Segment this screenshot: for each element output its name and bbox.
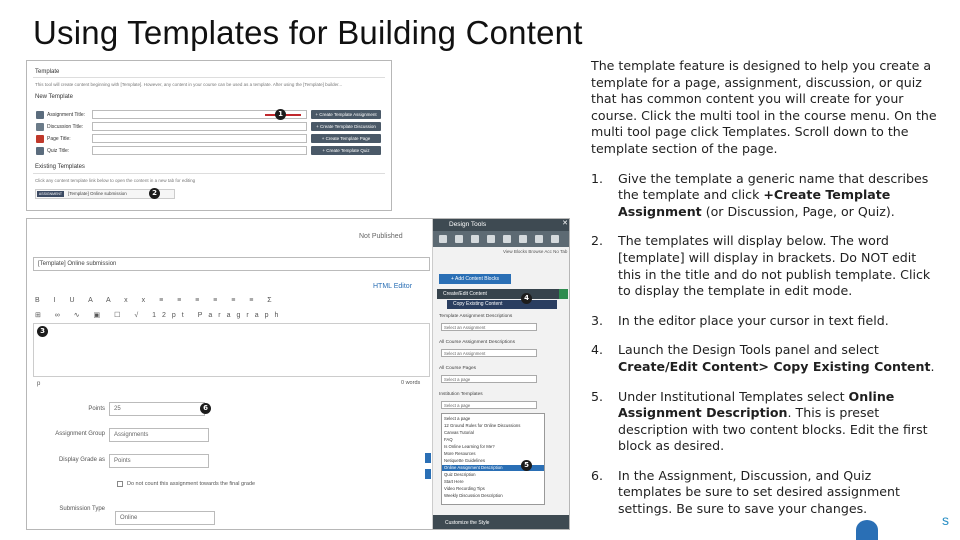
dropdown-option[interactable]: FAQ	[444, 437, 453, 442]
template-builder-screenshot	[26, 60, 392, 211]
all-assignment-select[interactable]: Select an Assignment	[441, 349, 537, 357]
dropdown-option[interactable]: Netiquette Guidelines	[444, 458, 486, 463]
add-content-blocks-button[interactable]: + Add Content Blocks	[439, 274, 511, 284]
tool-icon[interactable]	[455, 235, 463, 243]
discussion-title-input[interactable]	[92, 122, 307, 131]
step-text: Under Institutional Templates select	[618, 388, 849, 404]
design-tools-iconbar	[433, 231, 570, 247]
quiz-template-row	[36, 146, 380, 156]
create-template-discussion-button[interactable]: + Create Template Discussion	[311, 122, 381, 131]
row-label: Assignment Title:	[47, 112, 86, 118]
corner-fragment: s	[942, 512, 949, 528]
title-value: [Template] Online submission	[38, 261, 117, 267]
step-text: (or Discussion, Page, or Quiz).	[701, 203, 895, 219]
step-number: 1.	[591, 170, 604, 186]
tool-icon[interactable]	[471, 235, 479, 243]
customize-style-bar[interactable]: Customize the Style	[433, 515, 570, 530]
dropdown-option[interactable]: 12 Ground Rules for Online Discussions	[444, 423, 521, 428]
tool-icon[interactable]	[503, 235, 511, 243]
step-text: Give the template a generic name that describes the template and click	[618, 170, 929, 203]
callout-badge-6: 6	[200, 403, 211, 414]
tool-icon[interactable]	[487, 235, 495, 243]
dropdown-option[interactable]: More Resources	[444, 451, 476, 456]
slide-title: Using Templates for Building Content	[33, 14, 583, 51]
new-template-heading: New Template	[35, 94, 73, 100]
institution-templates-label: Institution Templates	[439, 392, 483, 397]
points-input[interactable]: 25	[109, 402, 205, 416]
publish-status[interactable]: Not Published	[359, 233, 403, 240]
design-tools-title: Design Tools	[433, 219, 570, 231]
callout-badge-1: 1	[275, 109, 286, 120]
step-2	[580, 233, 950, 299]
rich-text-editor[interactable]	[33, 323, 430, 377]
row-label: Quiz Title:	[47, 148, 70, 154]
all-pages-select[interactable]: Select a page	[441, 375, 537, 383]
step-text: . This is preset description with two content blocks. Edit the first block as desired.	[618, 405, 928, 454]
step-5	[580, 389, 950, 455]
discussion-template-row	[36, 122, 380, 132]
step-text: In the Assignment, Discussion, and Quiz templates be sure to set desired assignment settings. Be sure to save your changes.	[618, 467, 900, 517]
assignment-icon	[36, 111, 44, 119]
tool-icon[interactable]	[535, 235, 543, 243]
assignment-group-label: Assignment Group	[55, 431, 105, 437]
step-4	[580, 342, 950, 375]
step-emphasis: Create/Edit Content> Copy Existing Content	[618, 358, 931, 374]
exclude-grade-label: Do not count this assignment towards the final grade	[127, 481, 256, 487]
path-marker: p	[37, 381, 41, 387]
create-template-assignment-button[interactable]: + Create Template Assignment	[311, 110, 381, 119]
callout-badge-2: 2	[149, 188, 160, 199]
instructions-intro: The template feature is designed to help you create a template for a page, assignment, discussion, or quiz that has common content you will create for your course. Click the multi tool in the course menu. On the multi tool page click Templates. Scroll down to the template section of the page.	[591, 58, 937, 156]
step-3	[580, 313, 950, 330]
row-label: Page Title:	[47, 136, 71, 142]
template-intro: This tool will create content beginning with [Template]. However, any content in your course can be used as a template. After using the [Template] builder...	[35, 82, 343, 87]
design-tools-panel	[432, 219, 570, 530]
template-assignment-label: Template Assignment Descriptions	[439, 314, 513, 319]
step-text: Launch the Design Tools panel and select	[618, 342, 879, 358]
step-text: .	[930, 358, 935, 374]
create-template-quiz-button[interactable]: + Create Template Quiz	[311, 146, 381, 155]
dropdown-option[interactable]: Is Online Learning for Me?	[444, 444, 495, 449]
editor-screenshot	[26, 218, 570, 530]
copy-existing-content[interactable]: Copy Existing Content	[447, 300, 557, 309]
dropdown-option[interactable]: Canvas Tutorial	[444, 430, 474, 435]
tool-icon[interactable]	[439, 235, 447, 243]
page-title-input[interactable]	[92, 134, 307, 143]
create-template-page-button[interactable]: + Create Template Page	[311, 134, 381, 143]
step-text: In the editor place your cursor in text field.	[618, 312, 889, 328]
section-toggle[interactable]	[559, 289, 568, 299]
html-editor-link[interactable]: HTML Editor	[373, 283, 413, 290]
institution-templates-dropdown	[441, 413, 545, 505]
step-number: 6.	[591, 467, 604, 483]
exclude-grade-checkbox[interactable]	[117, 481, 123, 487]
title-input[interactable]	[33, 257, 430, 271]
side-panel-icon[interactable]	[425, 469, 431, 479]
decorative-shape	[856, 520, 878, 540]
existing-divider	[33, 173, 385, 174]
step-number: 4.	[591, 342, 604, 358]
existing-templates-heading: Existing Templates	[35, 164, 85, 170]
assignment-group-select[interactable]: Assignments	[109, 428, 209, 442]
assignment-template-row	[36, 110, 380, 120]
design-tools-tabs[interactable]: View Blocks Browse Acc No Tab	[503, 249, 568, 254]
tool-icon[interactable]	[551, 235, 559, 243]
dropdown-option[interactable]: Video Recording Tips	[444, 486, 485, 491]
quiz-icon	[36, 147, 44, 155]
editor-toolbar-row-2[interactable]: ⊞ ∞ ∿ ▣ ☐ √ 12pt Paragraph	[35, 312, 285, 319]
dropdown-option[interactable]: Select a page	[444, 416, 471, 421]
discussion-icon	[36, 123, 44, 131]
template-assignment-select[interactable]: Select an Assignment	[441, 323, 537, 331]
header-divider	[33, 77, 385, 78]
page-icon	[36, 135, 44, 143]
existing-template-name: [Template] Online submission	[68, 191, 127, 196]
step-number: 5.	[591, 388, 604, 404]
close-icon[interactable]: ✕	[562, 220, 568, 227]
steps-list	[580, 171, 950, 518]
all-assignment-label: All Course Assignment Descriptions	[439, 340, 515, 345]
callout-badge-4: 4	[521, 293, 532, 304]
step-number: 3.	[591, 312, 604, 328]
quiz-title-input[interactable]	[92, 146, 307, 155]
points-label: Points	[88, 406, 105, 412]
callout-badge-5: 5	[521, 460, 532, 471]
step-number: 2.	[591, 233, 604, 249]
institution-templates-select[interactable]: Select a page	[441, 401, 537, 409]
display-grade-label: Display Grade as	[58, 457, 105, 463]
word-count: 0 words	[401, 380, 421, 386]
step-emphasis: Online Assignment Description	[618, 388, 895, 421]
side-panel-icon[interactable]	[425, 453, 431, 463]
step-6	[580, 468, 950, 518]
instructions-panel	[580, 58, 950, 531]
page-template-row	[36, 134, 380, 144]
dropdown-option[interactable]: Weekly Discussion Description	[444, 493, 503, 498]
assignment-tag: ASSIGNMENT	[38, 192, 63, 196]
existing-templates-desc: Click any content template link below to open the content in a new tab for editing	[35, 178, 196, 183]
editor-toolbar-row-1[interactable]: B I U A A x x ≡ ≡ ≡ ≡ ≡ ≡ Σ	[35, 297, 278, 304]
callout-badge-3: 3	[37, 326, 48, 337]
step-1	[580, 171, 950, 221]
submission-type-label: Submission Type	[59, 506, 105, 512]
step-text: The templates will display below. The word [template] will display in brackets. Do NOT edit this in the title and do not publish template. Click to display the template in edit mode.	[618, 233, 931, 299]
step-emphasis: +Create Template Assignment	[618, 187, 891, 219]
submission-type-select[interactable]: Online	[115, 511, 215, 525]
tool-icon[interactable]	[519, 235, 527, 243]
dropdown-option-selected[interactable]: Online Assignment Description	[442, 465, 544, 471]
create-edit-content-section[interactable]: Create/Edit Content	[437, 289, 565, 299]
template-header: Template	[35, 69, 60, 75]
display-grade-select[interactable]: Points	[109, 454, 209, 468]
dropdown-option[interactable]: Quiz Description	[444, 472, 476, 477]
all-pages-label: All Course Pages	[439, 366, 477, 371]
dropdown-option[interactable]: Start Here	[444, 479, 464, 484]
row-label: Discussion Title:	[47, 124, 84, 130]
